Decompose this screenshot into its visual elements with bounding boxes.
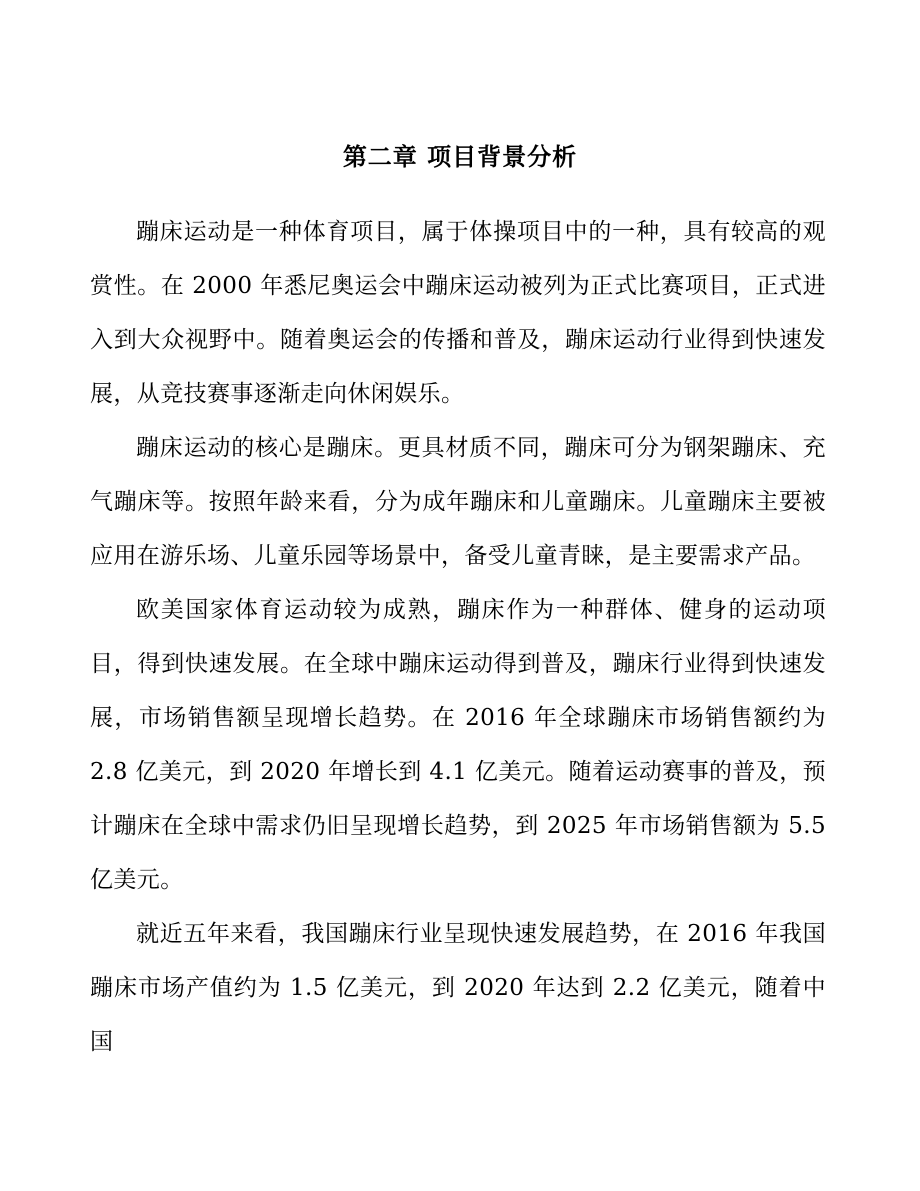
chapter-title: 第二章 项目背景分析	[342, 143, 578, 171]
paragraph-trampoline-intro: 蹦床运动是一种体育项目，属于体操项目中的一种，具有较高的观赏性。在 2000 年悉尼奥运会中蹦床运动被列为正式比赛项目，正式进入到大众视野中。随着奥运会的传播和普及，蹦床运动行业得到快速发展，从竞技赛事逐渐走向休闲娱乐。	[90, 219, 826, 407]
body-text	[90, 205, 826, 1069]
paragraph-china-market: 就近五年来看，我国蹦床行业呈现快速发展趋势，在 2016 年我国蹦床市场产值约为 1.5 亿美元，到 2020 年达到 2.2 亿美元，随着中国	[90, 921, 826, 1055]
paragraph-trampoline-types: 蹦床运动的核心是蹦床。更具材质不同，蹦床可分为钢架蹦床、充气蹦床等。按照年龄来看，分为成年蹦床和儿童蹦床。儿童蹦床主要被应用在游乐场、儿童乐园等场景中，备受儿童青睐，是主要需求产品。	[90, 435, 826, 569]
paragraph-global-market: 欧美国家体育运动较为成熟，蹦床作为一种群体、健身的运动项目，得到快速发展。在全球中蹦床运动得到普及，蹦床行业得到快速发展，市场销售额呈现增长趋势。在 2016 年全球蹦床市场销售额约为 2.8 亿美元，到 2020 年增长到 4.1 亿美元。随着运动赛事的普及，预计蹦床在全球中需求仍旧呈现增长趋势，到 2025 年市场销售额为 5.5 亿美元。	[90, 597, 826, 893]
